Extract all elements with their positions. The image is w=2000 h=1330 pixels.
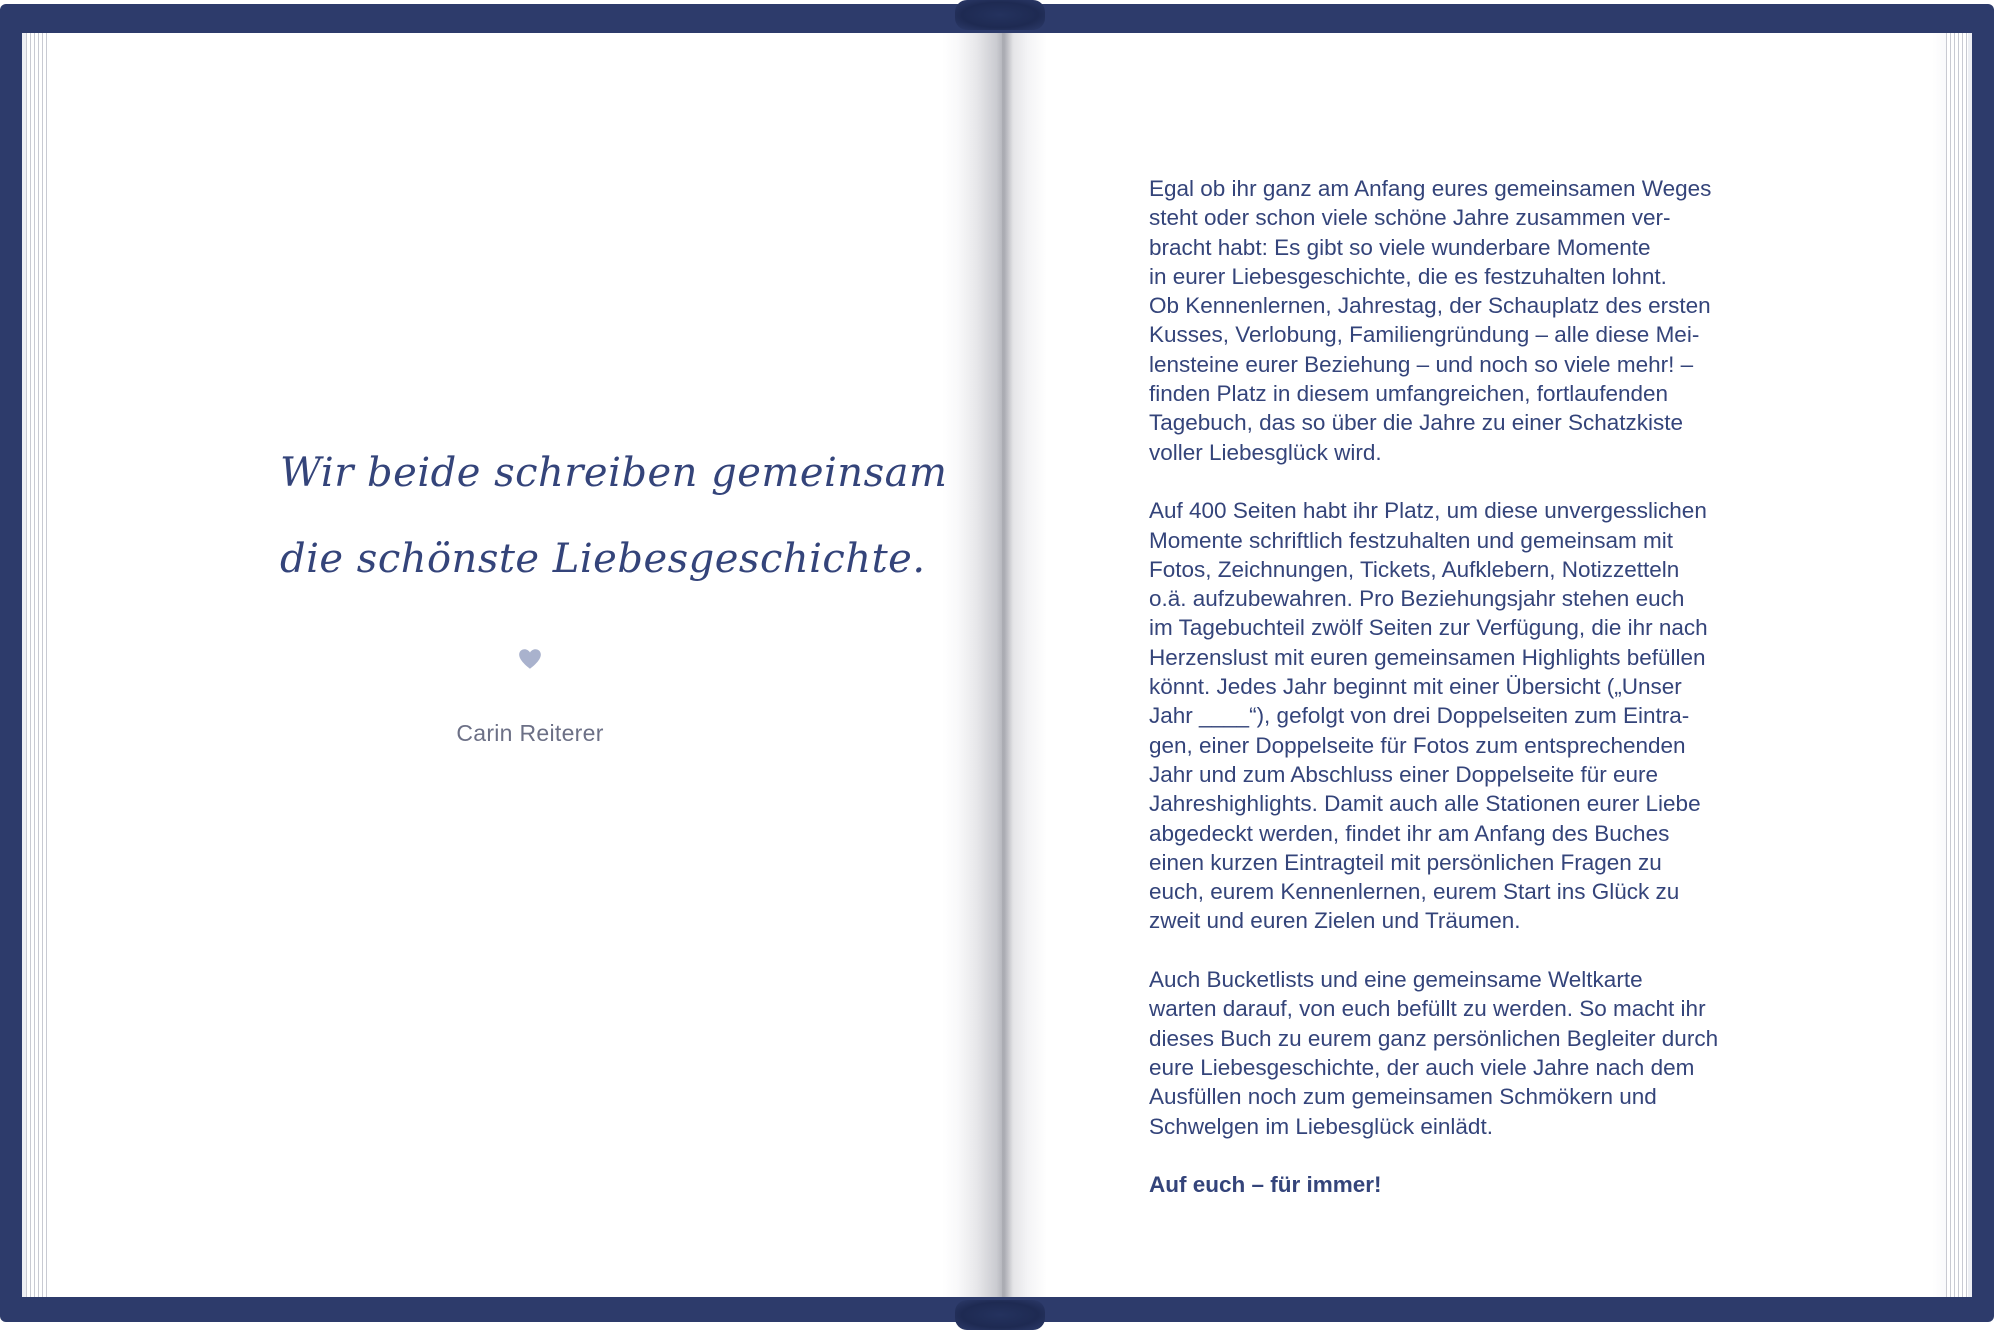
text-line: Herzenslust mit euren gemeinsamen Highlights befüllen xyxy=(1149,644,1706,670)
text-line: in eurer Liebesgeschichte, die es festzuhalten lohnt. xyxy=(1149,263,1667,289)
text-line: könnt. Jedes Jahr beginnt mit einer Übersicht („Unser xyxy=(1149,674,1682,700)
text-line: Ausfüllen noch zum gemeinsamen Schmökern und xyxy=(1149,1084,1657,1110)
text-line: Tagebuch, das so über die Jahre zu einer Schatzkiste xyxy=(1149,410,1684,436)
text-line: abgedeckt werden, findet ihr am Anfang des Buches xyxy=(1149,820,1670,846)
text-line: warten darauf, von euch befüllt zu werden. So macht ihr xyxy=(1149,996,1706,1022)
text-line: Schwelgen im Liebesglück einlädt. xyxy=(1149,1113,1493,1139)
paragraph-bucketlists xyxy=(1149,965,1829,1141)
text-line: voller Liebesglück wird. xyxy=(1149,439,1382,465)
handwritten-quote xyxy=(280,430,948,602)
text-line: bracht habt: Es gibt so viele wunderbare Momente xyxy=(1149,234,1651,260)
text-line: gen, einer Doppelseite für Fotos zum entsprechenden xyxy=(1149,732,1686,758)
left-page-edges xyxy=(26,33,48,1297)
text-line: einen kurzen Eintragteil mit persönlichen Fragen zu xyxy=(1149,849,1662,875)
text-line: lensteine eurer Beziehung – und noch so viele mehr! – xyxy=(1149,351,1694,377)
text-line: Jahreshighlights. Damit auch alle Stationen eurer Liebe xyxy=(1149,791,1701,817)
description-text xyxy=(1149,174,1829,1229)
text-line: Jahr und zum Abschluss einer Doppelseite für eure xyxy=(1149,761,1659,787)
text-line: Fotos, Zeichnungen, Tickets, Aufklebern, Notizzetteln xyxy=(1149,556,1680,582)
text-line: euch, eurem Kennenlernen, eurem Start ins Glück zu xyxy=(1149,879,1680,905)
text-line: eure Liebesgeschichte, der auch viele Jahre nach dem xyxy=(1149,1054,1695,1080)
text-line: Egal ob ihr ganz am Anfang eures gemeinsamen Weges xyxy=(1149,176,1712,201)
text-line: Kusses, Verlobung, Familiengründung – alle diese Mei- xyxy=(1149,322,1700,348)
author-name: Carin Reiterer xyxy=(456,720,604,746)
quote-line: die schönste Liebesgeschichte. xyxy=(280,536,926,582)
text-line: Auch Bucketlists und eine gemeinsame Weltkarte xyxy=(1149,967,1643,993)
paragraph-intro xyxy=(1149,174,1829,467)
text-line: finden Platz in diesem umfangreichen, fortlaufenden xyxy=(1149,381,1669,407)
text-line: im Tagebuchteil zwölf Seiten zur Verfügung, die ihr nach xyxy=(1149,615,1708,641)
text-line: o.ä. aufzubewahren. Pro Beziehungsjahr stehen euch xyxy=(1149,586,1685,612)
text-line: Ob Kennenlernen, Jahrestag, der Schauplatz des ersten xyxy=(1149,293,1711,319)
closing-line: Auf euch – für immer! xyxy=(1149,1172,1382,1198)
book-headband-bottom xyxy=(955,1300,1045,1330)
heart-icon xyxy=(517,646,543,672)
text-line: Auf 400 Seiten habt ihr Platz, um diese unvergesslichen xyxy=(1149,498,1707,524)
text-line: dieses Buch zu eurem ganz persönlichen Begleiter durch xyxy=(1149,1025,1719,1051)
text-line: steht oder schon viele schöne Jahre zusammen ver- xyxy=(1149,205,1671,231)
text-line: Momente schriftlich festzuhalten und gemeinsam mit xyxy=(1149,527,1673,553)
book-headband-top xyxy=(955,0,1045,30)
text-line: zweit und euren Zielen und Träumen. xyxy=(1149,908,1521,934)
spine-shadow xyxy=(958,33,1028,1297)
text-line: Jahr ____“), gefolgt von drei Doppelseiten zum Eintra- xyxy=(1149,703,1690,729)
paragraph-details xyxy=(1149,496,1829,935)
right-page-edges xyxy=(1946,33,1968,1297)
left-page xyxy=(22,33,1002,1297)
quote-line: Wir beide schreiben gemeinsam xyxy=(280,450,948,496)
